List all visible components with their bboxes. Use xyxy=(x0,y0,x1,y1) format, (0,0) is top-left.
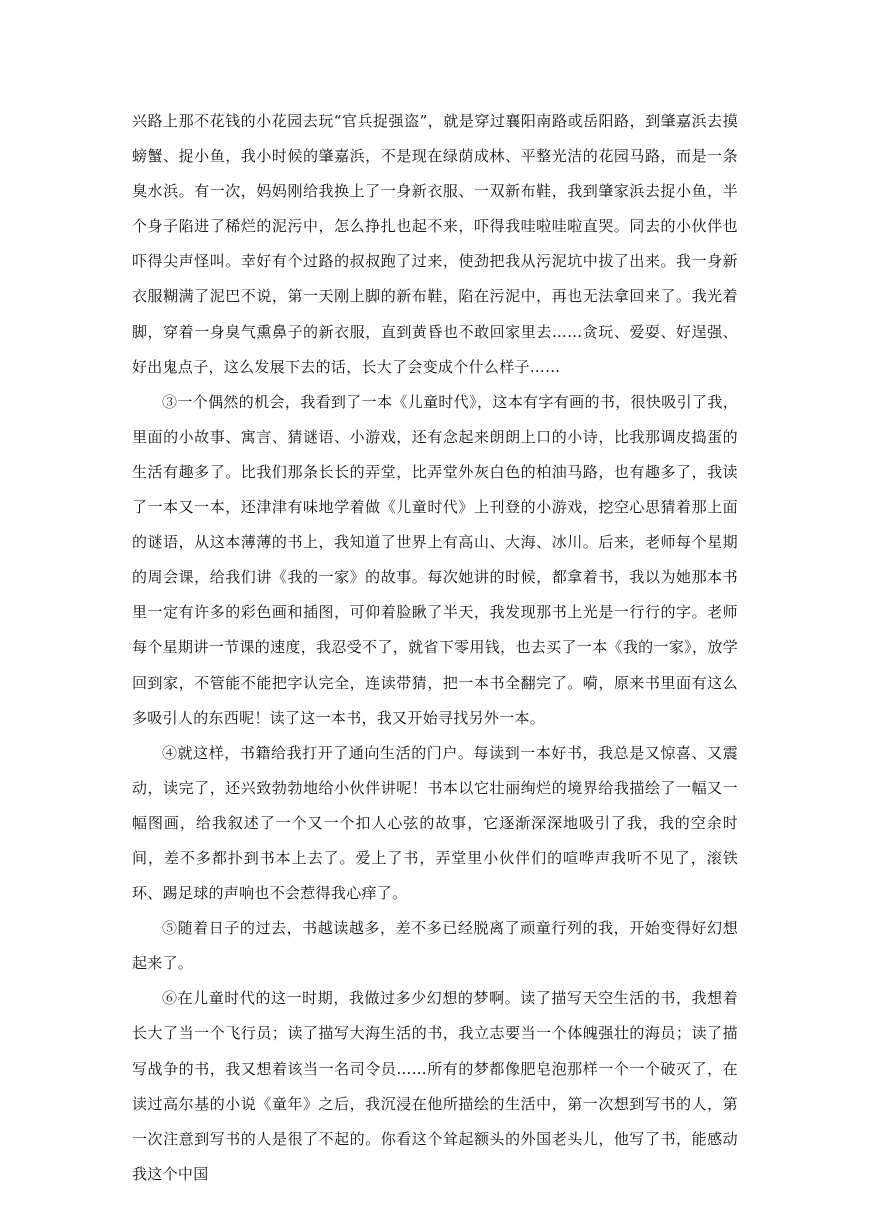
paragraph-continuation: 兴路上那不花钱的小花园去玩“官兵捉强盗”，就是穿过襄阳南路或岳阳路，到肇嘉浜去摸螃蟹、捉小鱼，我小时候的肇嘉浜，不是现在绿荫成林、平整光洁的花园马路，而是一条臭水浜。有一次，妈妈刚给我换上了一身新衣服、一双新布鞋，我到肇家浜去捉小鱼，半个身子陷进了稀烂的泥污中，怎么挣扎也起不来，吓得我哇啦哇啦直哭。同去的小伙伴也吓得尖声怪叫。幸好有个过路的叔叔跑了过来，使劲把我从污泥坑中拔了出来。我一身新衣服糊满了泥巴不说，第一天刚上脚的新布鞋，陷在污泥中，再也无法拿回来了。我光着脚，穿着一身臭气熏鼻子的新衣服，直到黄昏也不敢回家里去……贪玩、爱耍、好逞强、好出鬼点子，这么发展下去的话，长大了会变成个什么样子…… xyxy=(132,112,738,376)
paragraph-3: ③一个偶然的机会，我看到了一本《儿童时代》，这本有字有画的书，很快吸引了我，里面的小故事、寓言、猜谜语、小游戏，还有念起来朗朗上口的小诗，比我那调皮捣蛋的生活有趣多了。比我们那条长长的弄堂，比弄堂外灰白色的柏油马路，也有趣多了，我读了一本又一本，还津津有味地学着做《儿童时代》上刊登的小游戏，挖空心思猜着那上面的谜语，从这本薄薄的书上，我知道了世界上有高山、大海、冰川。后来，老师每个星期的周会课，给我们讲《我的一家》的故事。每次她讲的时候，都拿着书，我以为她那本书里一定有许多的彩色画和插图，可仰着脸瞅了半天，我发现那书上光是一行行的字。老师每个星期讲一节课的速度，我忍受不了，就省下零用钱，也去买了一本《我的一家》，放学回到家，不管能不能把字认完全，连读带猜，把一本书全翻完了。嗬，原来书里面有这么多吸引人的东西呢！读了这一本书，我又开始寻找另外一本。 xyxy=(132,392,738,727)
document-page xyxy=(132,104,738,1192)
paragraph-6: ⑥在儿童时代的这一时期，我做过多少幻想的梦啊。读了描写天空生活的书，我想着长大了当一个飞行员；读了描写大海生活的书，我立志要当一个体魄强壮的海员；读了描写战争的书，我又想着该当一名司令员……所有的梦都像肥皂泡那样一个一个破灭了，在读过高尔基的小说《童年》之后，我沉浸在他所描绘的生活中，第一次想到写书的人，第一次注意到写书的人是很了不起的。你看这个耸起额头的外国老头儿，他写了书，能感动我这个中国 xyxy=(132,989,738,1183)
paragraph-5: ⑤随着日子的过去，书越读越多，差不多已经脱离了顽童行列的我，开始变得好幻想起来了。 xyxy=(132,919,738,973)
paragraph-4: ④就这样，书籍给我打开了通向生活的门户。每读到一本好书，我总是又惊喜、又震动，读完了，还兴致勃勃地给小伙伴讲呢！书本以它壮丽绚烂的境界给我描绘了一幅又一幅图画，给我叙述了一个又一个扣人心弦的故事，它逐渐深深地吸引了我，我的空余时间，差不多都扑到书本上去了。爱上了书，弄堂里小伙伴们的喧哗声我听不见了，滚铁环、踢足球的声响也不会惹得我心痒了。 xyxy=(132,743,738,903)
